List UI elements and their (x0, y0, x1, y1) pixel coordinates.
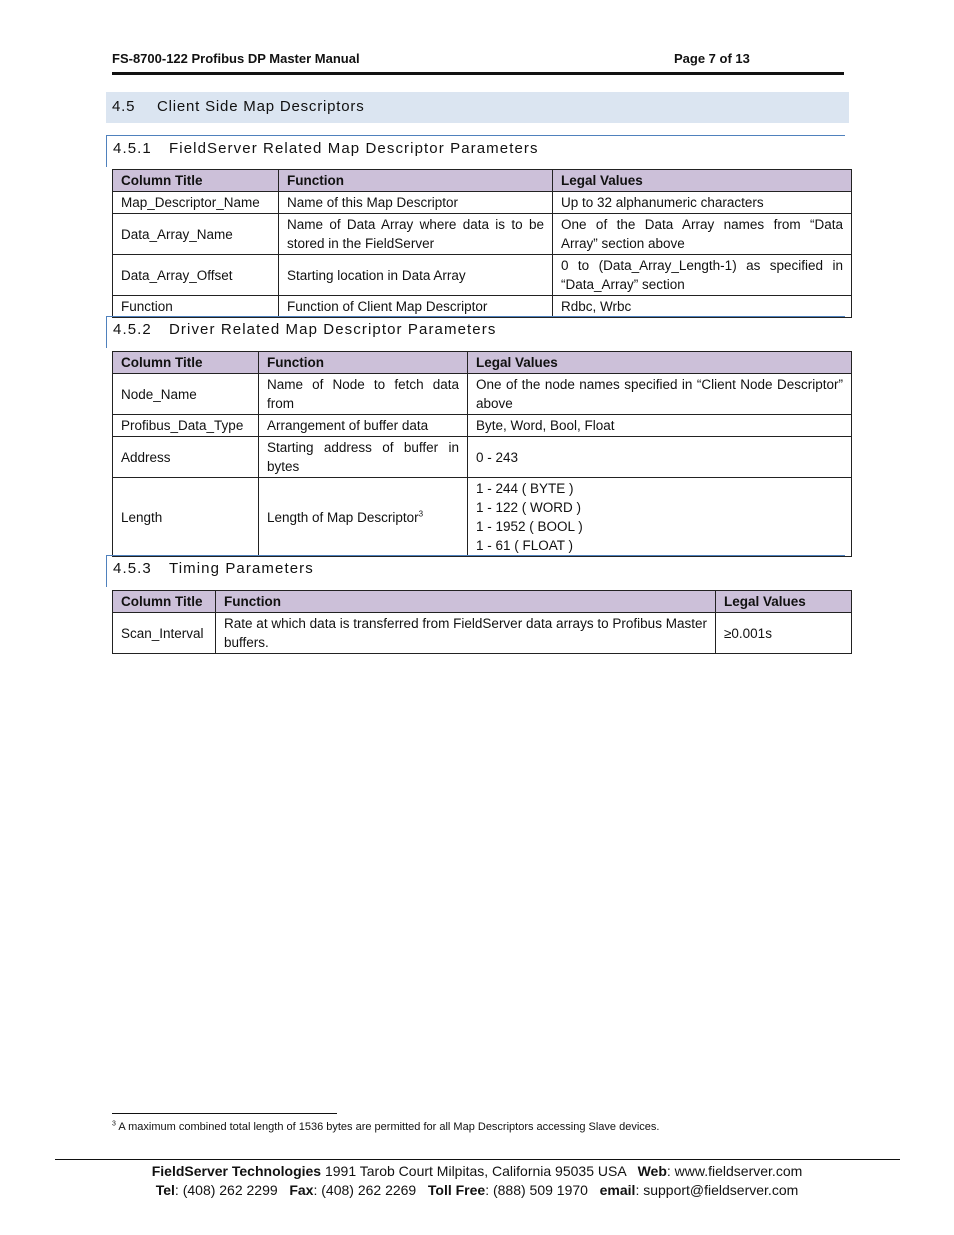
table-row (113, 296, 852, 318)
table-cell: Data_Array_Offset (113, 255, 279, 296)
table-cell: One of the node names specified in “Client Node Descriptor” above (468, 374, 852, 415)
footer-separator (55, 1159, 900, 1160)
table-header-row (113, 591, 852, 613)
table-row (113, 437, 852, 478)
table-cell: Starting address of buffer in bytes (259, 437, 468, 478)
table-row (113, 613, 852, 654)
table-cell: Scan_Interval (113, 613, 216, 654)
table-row (113, 214, 852, 255)
table-cell: Name of Data Array where data is to be stored in the FieldServer (279, 214, 553, 255)
table-cell: Address (113, 437, 259, 478)
column-header: Legal Values (553, 170, 852, 192)
subsection-title: Driver Related Map Descriptor Parameters (169, 321, 497, 338)
footer-line-1: FieldServer Technologies 1991 Tarob Court Milpitas, California 95035 USA Web: www.fieldserver.com (151, 1163, 803, 1179)
length-value: 1 - 1952 ( BOOL ) (476, 519, 583, 534)
length-value: 1 - 61 ( FLOAT ) (476, 538, 574, 553)
table-cell (259, 478, 468, 557)
subsection-number: 4.5.1 (113, 140, 152, 157)
table-cell: Length (113, 478, 259, 557)
table-cell: ≥0.001s (716, 613, 852, 654)
table-header-row (113, 352, 852, 374)
email-label: email (599, 1182, 636, 1198)
column-header: Function (259, 352, 468, 374)
table-cell: Data_Array_Name (113, 214, 279, 255)
table-cell: 0 - 243 (468, 437, 852, 478)
table-cell: Node_Name (113, 374, 259, 415)
table-cell: Starting location in Data Array (279, 255, 553, 296)
subsection-heading-4-5-3 (106, 555, 845, 587)
section-heading (106, 92, 849, 123)
footnote-separator (112, 1113, 337, 1114)
table-cell (468, 478, 852, 557)
subsection-number: 4.5.2 (113, 321, 152, 338)
section-number: 4.5 (112, 98, 136, 115)
table-cell: Profibus_Data_Type (113, 415, 259, 437)
column-header: Column Title (113, 352, 259, 374)
column-header: Function (216, 591, 716, 613)
company-name: FieldServer Technologies (151, 1163, 322, 1179)
function-text: Length of Map Descriptor (267, 509, 419, 525)
web-link[interactable]: www.fieldserver.com (674, 1163, 803, 1179)
company-address: 1991 Tarob Court Milpitas, California 95035 USA (324, 1163, 626, 1179)
footnote (112, 1121, 659, 1133)
section-title: Client Side Map Descriptors (157, 98, 365, 115)
fieldserver-parameters-table (112, 169, 852, 318)
table-row (113, 415, 852, 437)
tollfree-number: (888) 509 1970 (492, 1182, 588, 1198)
footnote-mark: 3 (112, 1120, 116, 1128)
table-cell: 0 to (Data_Array_Length-1) as specified in “Data_Array” section (553, 255, 852, 296)
column-header: Legal Values (468, 352, 852, 374)
table-cell: Map_Descriptor_Name (113, 192, 279, 214)
page-header (112, 50, 844, 75)
tel-label: Tel (155, 1182, 175, 1198)
footnote-text: A maximum combined total length of 1536 bytes are permitted for all Map Descriptors accessing Slave devices. (118, 1121, 660, 1133)
column-header: Legal Values (716, 591, 852, 613)
table-row (113, 374, 852, 415)
table-cell: Byte, Word, Bool, Float (468, 415, 852, 437)
web-label: Web (637, 1163, 667, 1179)
table-cell: Arrangement of buffer data (259, 415, 468, 437)
tollfree-label: Toll Free (427, 1182, 486, 1198)
column-header: Column Title (113, 170, 279, 192)
subsection-title: Timing Parameters (169, 560, 314, 577)
table-cell: Name of Node to fetch data from (259, 374, 468, 415)
table-cell: Function (113, 296, 279, 318)
table-cell: Name of this Map Descriptor (279, 192, 553, 214)
column-header: Column Title (113, 591, 216, 613)
table-cell: One of the Data Array names from “Data Array” section above (553, 214, 852, 255)
length-value: 1 - 122 ( WORD ) (476, 500, 582, 515)
tel-number: (408) 262 2299 (182, 1182, 278, 1198)
document-title: FS-8700-122 Profibus DP Master Manual (112, 51, 360, 66)
subsection-number: 4.5.3 (113, 560, 152, 577)
table-row (113, 478, 852, 557)
page-number: Page 7 of 13 (674, 51, 750, 66)
table-row (113, 192, 852, 214)
timing-parameters-table (112, 590, 852, 654)
subsection-heading-4-5-1 (106, 135, 845, 167)
table-cell: Function of Client Map Descriptor (279, 296, 553, 318)
column-header: Function (279, 170, 553, 192)
email-link[interactable]: support@fieldserver.com (643, 1182, 799, 1198)
table-cell: Up to 32 alphanumeric characters (553, 192, 852, 214)
subsection-title: FieldServer Related Map Descriptor Parameters (169, 140, 539, 157)
driver-parameters-table (112, 351, 852, 557)
fax-number: (408) 262 2269 (321, 1182, 417, 1198)
fax-label: Fax (289, 1182, 314, 1198)
footer-line-2: Tel: (408) 262 2299 Fax: (408) 262 2269 Toll Free: (888) 509 1970 email: support@fieldserver.com (155, 1182, 799, 1198)
table-header-row (113, 170, 852, 192)
table-row (113, 255, 852, 296)
subsection-heading-4-5-2 (106, 316, 845, 348)
footnote-reference: 3 (418, 509, 424, 518)
table-cell: Rate at which data is transferred from FieldServer data arrays to Profibus Master buffers. (216, 613, 716, 654)
length-value: 1 - 244 ( BYTE ) (476, 481, 574, 496)
table-cell: Rdbc, Wrbc (553, 296, 852, 318)
